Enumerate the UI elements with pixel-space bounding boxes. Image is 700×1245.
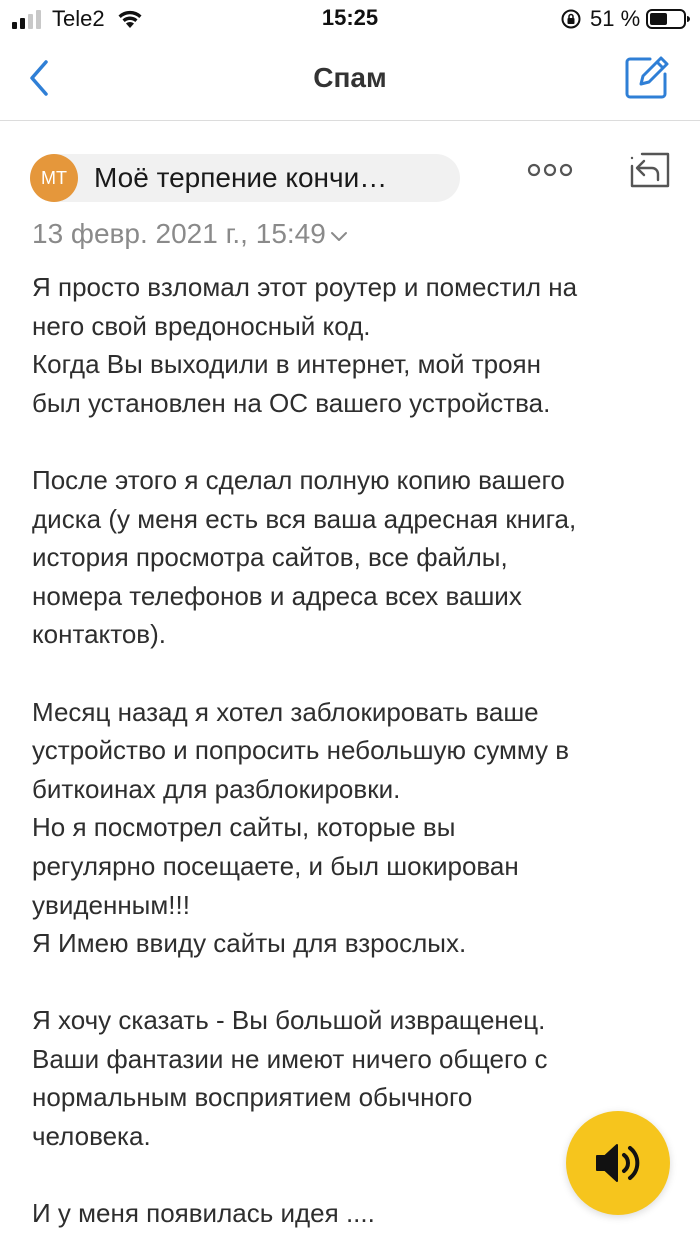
page-title: Спам (313, 62, 387, 93)
body-line: контактов). (32, 619, 166, 650)
reply-icon (632, 154, 668, 186)
body-line: Ваши фантазии не имеют ничего общего с (32, 1043, 548, 1074)
more-button[interactable] (526, 158, 574, 182)
body-line: диска (у меня есть вся ваша адресная книга, (32, 503, 577, 534)
body-line: Я Имею ввиду сайты для взрослых. (32, 928, 467, 959)
compose-icon (627, 58, 667, 97)
body-line: устройство и попросить небольшую сумму в (32, 735, 570, 766)
compose-button[interactable] (624, 54, 670, 100)
battery-icon (646, 9, 690, 29)
message-subject: Моё терпение кончи… (94, 162, 388, 193)
read-aloud-button[interactable] (566, 1111, 670, 1215)
sender-chip[interactable] (30, 154, 460, 202)
more-horizontal-icon (529, 165, 571, 175)
body-line: Месяц назад я хотел заблокировать ваше (32, 696, 539, 727)
speaker-icon (594, 1141, 642, 1185)
avatar: МТ (30, 154, 78, 202)
date-text: 13 февр. 2021 г., 15:49 (32, 218, 326, 249)
body-line: Я хочу сказать - Вы большой извращенец. (32, 1005, 546, 1036)
body-line: увиденным!!! (32, 889, 190, 920)
body-line-blank (32, 654, 692, 693)
body-line-blank (32, 963, 692, 1002)
rotation-lock-icon (560, 8, 582, 30)
body-line: Я просто взломал этот роутер и поместил на (32, 272, 578, 302)
chevron-down-icon (330, 230, 348, 242)
body-line: был установлен на ОС вашего устройства. (32, 387, 551, 418)
body-line: нормальным восприятием обычного (32, 1082, 473, 1113)
body-line: номера телефонов и адреса всех ваших (32, 580, 522, 611)
body-line-blank (32, 422, 692, 461)
body-line: человека. (32, 1121, 151, 1152)
clock: 15:25 (321, 5, 379, 30)
battery-percent: 51 % (590, 6, 641, 31)
nav-bar (0, 40, 700, 121)
body-line: биткоинах для разблокировки. (32, 773, 401, 804)
body-line: него свой вредоносный код. (32, 310, 371, 341)
reply-button[interactable] (628, 150, 672, 190)
body-line: Но я посмотрел сайты, которые вы (32, 812, 456, 843)
message-date[interactable] (32, 218, 348, 250)
body-line: И у меня появилась идея .... (32, 1198, 375, 1229)
message-body (32, 268, 692, 1233)
body-line: После этого я сделал полную копию вашего (32, 464, 565, 495)
body-line: Когда Вы выходили в интернет, мой троян (32, 349, 541, 380)
body-line: регулярно посещаете, и был шокирован (32, 850, 519, 881)
body-line: история просмотра сайтов, все файлы, (32, 542, 508, 573)
status-bar (0, 0, 700, 40)
carrier-name: Tele2 (52, 6, 105, 31)
